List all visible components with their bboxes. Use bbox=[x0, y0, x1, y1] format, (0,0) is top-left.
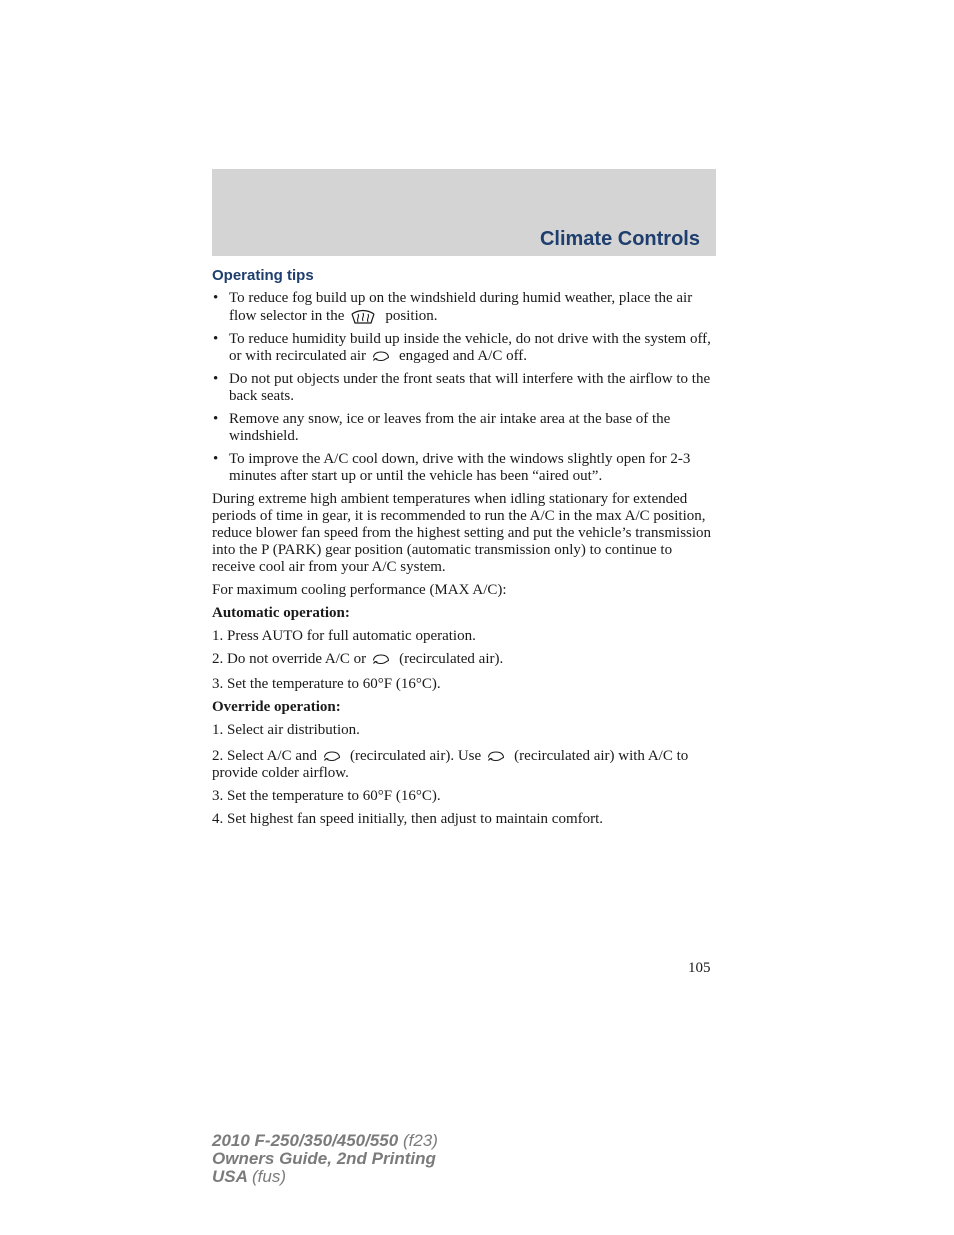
tip-item bbox=[212, 411, 716, 445]
page-number: 105 bbox=[688, 960, 711, 976]
footer-model-code: (f23) bbox=[402, 1131, 438, 1150]
page-content bbox=[212, 267, 716, 834]
bullet: • bbox=[213, 371, 219, 387]
heading-automatic-operation: Automatic operation: bbox=[212, 605, 350, 621]
heading-override-operation: Override operation: bbox=[212, 699, 341, 715]
automatic-step-1: 1. Press AUTO for full automatic operation. bbox=[212, 628, 476, 644]
tip-text: To reduce fog build up on the windshield during humid weather, place the air flow selector in the bbox=[229, 290, 693, 324]
override-step-2 bbox=[212, 748, 716, 782]
recirculated-air-icon bbox=[372, 654, 390, 665]
document-footer bbox=[212, 1132, 438, 1186]
step-text: (recirculated air). Use bbox=[350, 748, 482, 764]
paragraph-high-ambient: During extreme high ambient temperatures when idling stationary for extended periods of time in gear, it is recommended to run the A/C in the max A/C position, reduce blower fan speed from the highest setting and put the vehicle’s transmission into the P (PARK) gear position (automatic transmission only) to continue to receive cool air from your A/C system. bbox=[212, 491, 712, 575]
tip-text: Remove any snow, ice or leaves from the air intake area at the base of the windshield. bbox=[229, 411, 671, 444]
override-step-1: 1. Select air distribution. bbox=[212, 722, 360, 738]
automatic-step-3: 3. Set the temperature to 60°F (16°C). bbox=[212, 676, 441, 692]
step-text: 2. Do not override A/C or bbox=[212, 651, 367, 667]
section-title: Climate Controls bbox=[539, 228, 700, 250]
section-header-band bbox=[212, 169, 716, 256]
tip-item bbox=[212, 451, 716, 485]
subheading-operating-tips: Operating tips bbox=[212, 267, 314, 284]
bullet: • bbox=[213, 451, 219, 467]
tip-text: To reduce humidity build up inside the vehicle, do not drive with the system off, or with recirculated air bbox=[229, 331, 711, 364]
footer-market-code: (fus) bbox=[252, 1167, 286, 1186]
step-text: 2. Select A/C and bbox=[212, 748, 317, 764]
bullet: • bbox=[213, 331, 219, 347]
tip-text: engaged and A/C off. bbox=[399, 348, 528, 364]
override-step-4: 4. Set highest fan speed initially, then adjust to maintain comfort. bbox=[212, 811, 604, 827]
recirculated-air-icon bbox=[487, 751, 505, 762]
paragraph-max-ac: For maximum cooling performance (MAX A/C): bbox=[212, 582, 507, 598]
defrost-icon bbox=[350, 307, 376, 325]
tips-list bbox=[212, 290, 716, 485]
footer-line-guide: Owners Guide, 2nd Printing bbox=[212, 1149, 436, 1168]
tip-item bbox=[212, 331, 716, 365]
recirculated-air-icon bbox=[323, 751, 341, 762]
footer-market: USA bbox=[212, 1167, 248, 1186]
automatic-step-2 bbox=[212, 651, 716, 668]
tip-item bbox=[212, 371, 716, 405]
footer-line-model bbox=[212, 1132, 438, 1150]
tip-item bbox=[212, 290, 716, 325]
bullet: • bbox=[213, 411, 219, 427]
step-text: (recirculated air). bbox=[399, 651, 504, 667]
bullet: • bbox=[213, 290, 219, 306]
step-text: (recirculated air) with A/C to provide colder airflow. bbox=[212, 748, 689, 781]
tip-text: position. bbox=[385, 308, 438, 324]
recirculated-air-icon bbox=[372, 351, 390, 362]
override-step-3: 3. Set the temperature to 60°F (16°C). bbox=[212, 788, 441, 804]
tip-text: To improve the A/C cool down, drive with the windows slightly open for 2-3 minutes after start up or until the vehicle has been “aired out”. bbox=[229, 451, 691, 484]
tip-text: Do not put objects under the front seats that will interfere with the airflow to the back seats. bbox=[229, 371, 711, 404]
footer-model: 2010 F-250/350/450/550 bbox=[212, 1131, 399, 1150]
footer-line-market bbox=[212, 1168, 438, 1186]
